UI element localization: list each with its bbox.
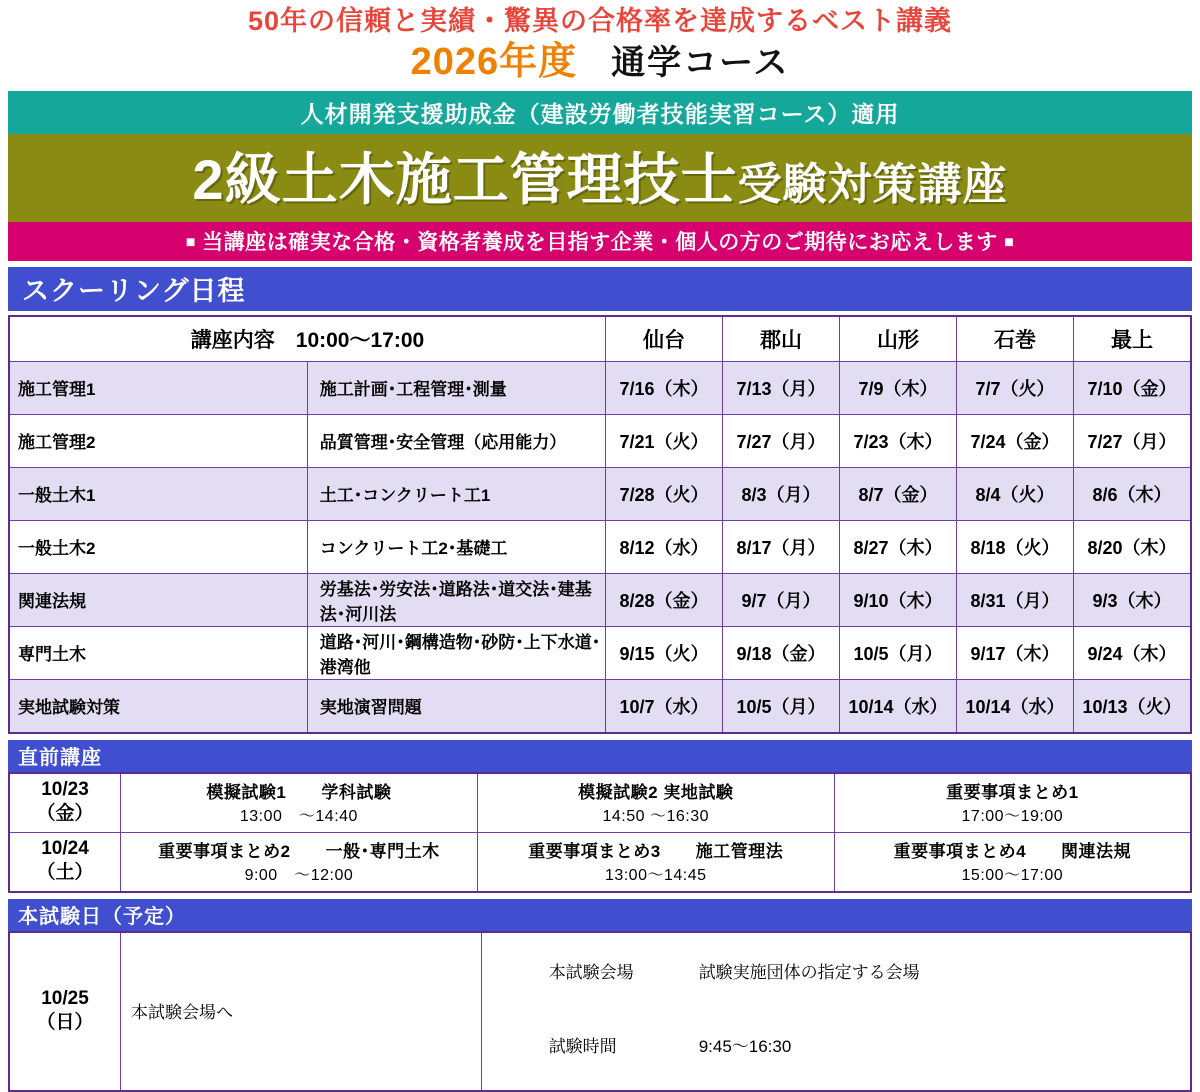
row-date-yamagata: 8/27（木） — [840, 520, 957, 573]
exam-section-heading: 本試験日（予定） — [8, 899, 1192, 931]
chokuzen-slot — [121, 832, 478, 892]
row-date-mogami: 10/13（火） — [1074, 679, 1192, 733]
row-date-koriyama: 7/27（月） — [723, 414, 840, 467]
exam-place-note: 本試験会場へ — [121, 932, 482, 1092]
row-category: 施工管理1 — [9, 361, 307, 414]
chokuzen-date-2 — [9, 832, 121, 892]
row-date-mogami: 8/6（木） — [1074, 467, 1192, 520]
course-title-main: 2級土木施工管理技士 — [192, 147, 738, 211]
slot-time: 13:00 〜14:40 — [239, 807, 358, 825]
row-date-ishinomaki: 7/7（火） — [957, 361, 1074, 414]
chokuzen-weekday: （土） — [36, 861, 94, 883]
notice-bar — [8, 222, 1192, 261]
exam-venue-label: 本試験会場 — [548, 963, 634, 983]
row-date-sendai: 7/28（火） — [606, 467, 723, 520]
table-row — [9, 573, 1191, 626]
slot-title: 模擬試験1 学科試験 — [206, 782, 392, 802]
course-title-sub: 受験対策講座 — [737, 159, 1008, 209]
row-date-ishinomaki: 10/14（水） — [957, 679, 1074, 733]
year-course-line — [0, 40, 1200, 83]
exam-details — [482, 932, 1192, 1092]
row-date-yamagata: 8/7（金） — [840, 467, 957, 520]
subsidy-bar: 人材開発支援助成金（建設労働者技能実習コース）適用 — [8, 91, 1192, 134]
header-course-content: 講座内容 10:00〜17:00 — [9, 316, 606, 362]
slot-time: 17:00〜19:00 — [961, 807, 1064, 825]
table-row — [9, 414, 1191, 467]
exam-time-line — [492, 1011, 1190, 1085]
slot-time: 13:00〜14:45 — [604, 866, 707, 884]
slot-time: 15:00〜17:00 — [961, 866, 1064, 884]
notice-text: 当講座は確実な合格・資格者養成を目指す企業・個人の方のご期待にお応えします — [202, 230, 998, 254]
row-date-sendai: 8/12（水） — [606, 520, 723, 573]
chokuzen-date-value: 10/23 — [41, 778, 89, 800]
row-date-koriyama: 8/17（月） — [723, 520, 840, 573]
chokuzen-weekday: （金） — [36, 802, 94, 824]
row-date-koriyama: 9/18（金） — [723, 626, 840, 679]
row-description: コンクリート工2･基礎工 — [307, 520, 605, 573]
row-description: 実地演習問題 — [307, 679, 605, 733]
row-description: 道路･河川･鋼構造物･砂防･上下水道･港湾他 — [307, 626, 605, 679]
table-row — [9, 932, 1191, 1092]
course-label: 通学コース — [611, 43, 790, 82]
table-row — [9, 361, 1191, 414]
row-description: 土工･コンクリート工1 — [307, 467, 605, 520]
row-date-koriyama: 9/7（月） — [723, 573, 840, 626]
slot-time: 9:00 〜12:00 — [244, 866, 354, 884]
header-city-sendai: 仙台 — [606, 316, 723, 362]
table-row — [9, 520, 1191, 573]
row-date-mogami: 9/3（木） — [1074, 573, 1192, 626]
catch-copy: 50年の信頼と実績・驚異の合格率を達成するベスト講義 — [247, 6, 953, 36]
row-date-ishinomaki: 8/31（月） — [957, 573, 1074, 626]
chokuzen-date-value: 10/24 — [41, 837, 89, 859]
square-left-icon: ■ — [185, 233, 196, 251]
row-date-sendai: 7/21（火） — [606, 414, 723, 467]
header-city-yamagata: 山形 — [840, 316, 957, 362]
chokuzen-date-1 — [9, 773, 121, 833]
slot-title: 重要事項まとめ2 一般･専門土木 — [158, 841, 440, 861]
header-city-koriyama: 郡山 — [723, 316, 840, 362]
row-category: 施工管理2 — [9, 414, 307, 467]
row-date-koriyama: 7/13（月） — [723, 361, 840, 414]
row-date-sendai: 7/16（木） — [606, 361, 723, 414]
row-date-yamagata: 7/9（木） — [840, 361, 957, 414]
exam-weekday: （日） — [36, 1011, 94, 1033]
year-label: 2026年度 — [410, 40, 578, 83]
table-row — [9, 832, 1191, 892]
schooling-table — [8, 315, 1192, 734]
table-header-row — [9, 316, 1191, 362]
row-date-yamagata: 9/10（木） — [840, 573, 957, 626]
exam-time-label: 試験時間 — [548, 1037, 617, 1057]
header-city-ishinomaki: 石巻 — [957, 316, 1074, 362]
table-row — [9, 626, 1191, 679]
chokuzen-table — [8, 772, 1192, 893]
chokuzen-slot — [477, 773, 834, 833]
row-date-ishinomaki: 7/24（金） — [957, 414, 1074, 467]
schooling-section-heading: スクーリング日程 — [8, 267, 1192, 311]
chokuzen-slot — [834, 832, 1191, 892]
chokuzen-slot — [121, 773, 478, 833]
chokuzen-slot — [477, 832, 834, 892]
row-date-mogami: 9/24（木） — [1074, 626, 1192, 679]
table-row — [9, 467, 1191, 520]
row-date-yamagata: 10/5（月） — [840, 626, 957, 679]
row-date-sendai: 10/7（水） — [606, 679, 723, 733]
slot-title: 模擬試験2 実地試験 — [578, 782, 734, 802]
exam-venue-value: 試験実施団体の指定する会場 — [698, 963, 920, 983]
row-description: 品質管理･安全管理（応用能力） — [307, 414, 605, 467]
row-category: 関連法規 — [9, 573, 307, 626]
square-right-icon: ■ — [1004, 233, 1015, 251]
exam-table — [8, 931, 1192, 1092]
row-date-mogami: 7/27（月） — [1074, 414, 1192, 467]
row-date-ishinomaki: 8/18（火） — [957, 520, 1074, 573]
header-city-mogami: 最上 — [1074, 316, 1192, 362]
row-description: 施工計画･工程管理･測量 — [307, 361, 605, 414]
row-date-ishinomaki: 9/17（木） — [957, 626, 1074, 679]
slot-title: 重要事項まとめ4 関連法規 — [893, 841, 1132, 861]
row-category: 専門土木 — [9, 626, 307, 679]
row-date-ishinomaki: 8/4（火） — [957, 467, 1074, 520]
row-date-sendai: 8/28（金） — [606, 573, 723, 626]
row-category: 実地試験対策 — [9, 679, 307, 733]
row-date-mogami: 7/10（金） — [1074, 361, 1192, 414]
row-category: 一般土木2 — [9, 520, 307, 573]
row-date-yamagata: 10/14（水） — [840, 679, 957, 733]
exam-venue-line — [492, 937, 1190, 1011]
table-row — [9, 679, 1191, 733]
row-date-mogami: 8/20（木） — [1074, 520, 1192, 573]
slot-title: 重要事項まとめ3 施工管理法 — [528, 841, 784, 861]
row-description: 労基法･労安法･道路法･道交法･建基法･河川法 — [307, 573, 605, 626]
exam-time-value: 9:45〜16:30 — [698, 1037, 792, 1057]
chokuzen-section-heading: 直前講座 — [8, 740, 1192, 772]
chokuzen-slot — [834, 773, 1191, 833]
row-category: 一般土木1 — [9, 467, 307, 520]
row-date-koriyama: 10/5（月） — [723, 679, 840, 733]
exam-date-cell — [9, 932, 121, 1092]
table-row — [9, 773, 1191, 833]
slot-time: 14:50 〜16:30 — [602, 807, 709, 825]
slot-title: 重要事項まとめ1 — [946, 782, 1079, 802]
row-date-koriyama: 8/3（月） — [723, 467, 840, 520]
row-date-yamagata: 7/23（木） — [840, 414, 957, 467]
row-date-sendai: 9/15（火） — [606, 626, 723, 679]
exam-date-value: 10/25 — [41, 987, 89, 1009]
course-title-bar — [8, 134, 1192, 222]
